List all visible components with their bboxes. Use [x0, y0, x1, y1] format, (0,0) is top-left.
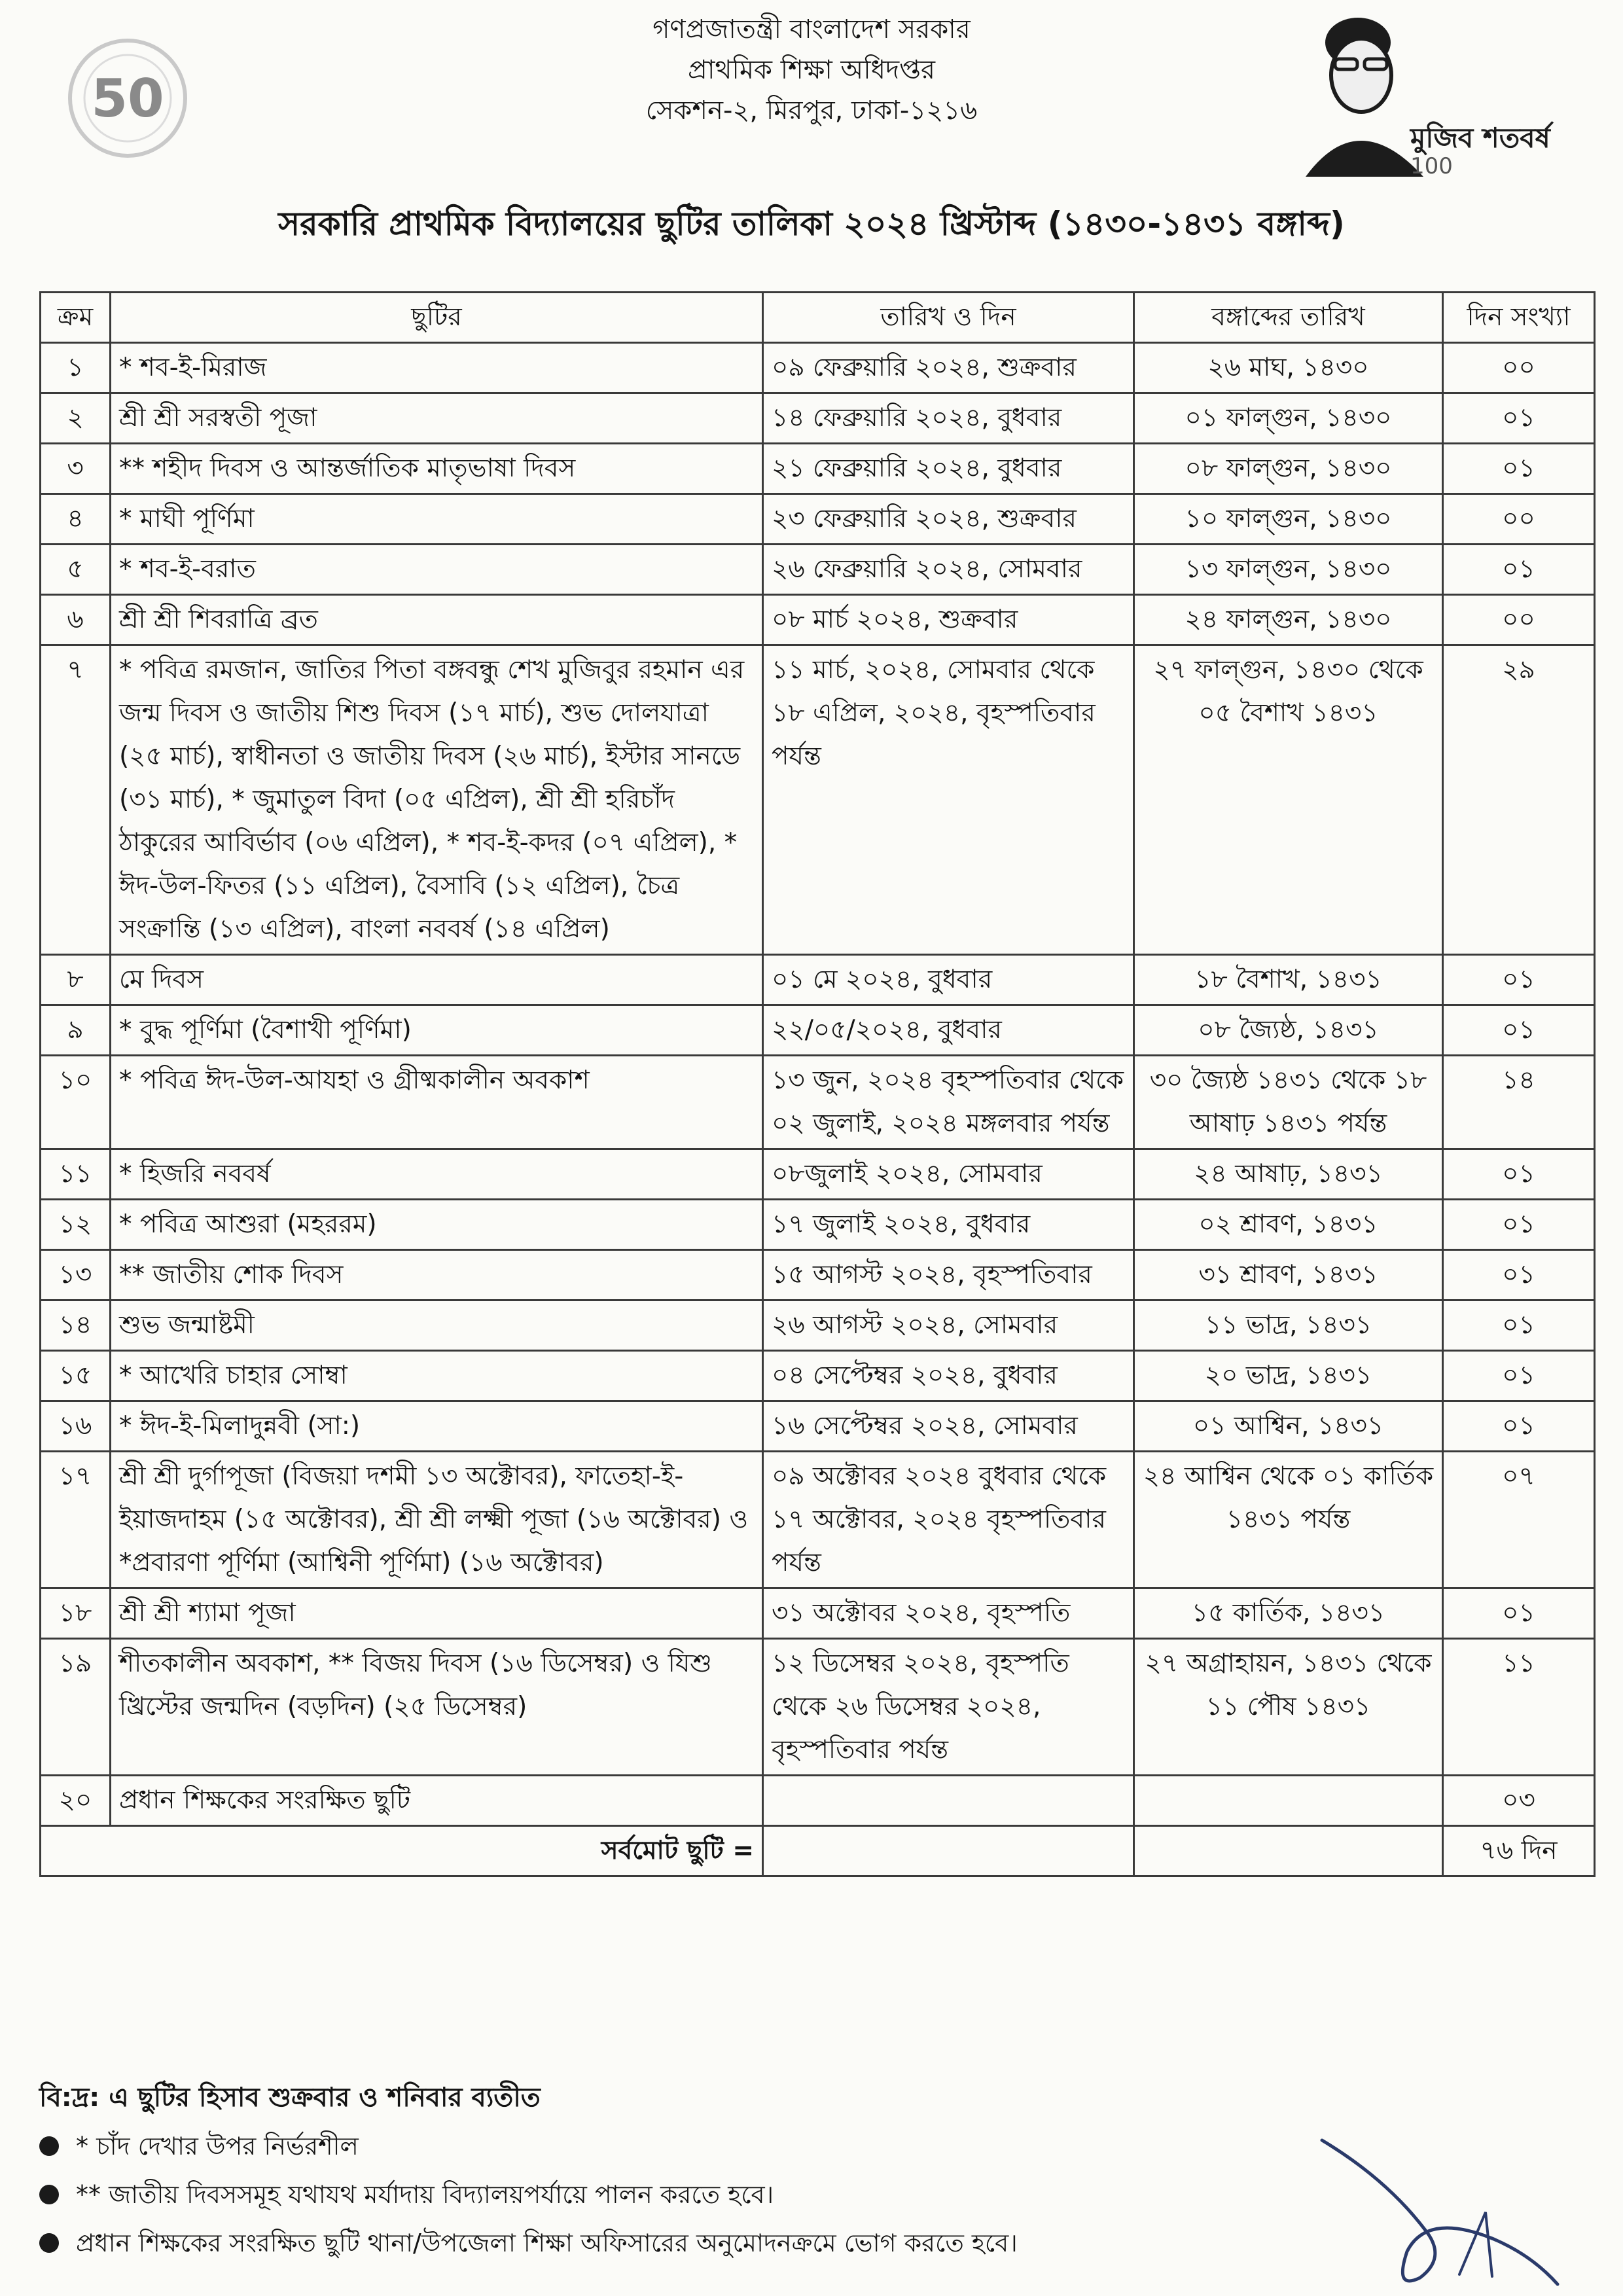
cell-date: [763, 1776, 1134, 1826]
cell-days: ০১: [1443, 1401, 1595, 1452]
table-row: [41, 393, 1595, 444]
cell-holiday-name: * আখেরি চাহার সোম্বা: [111, 1351, 763, 1401]
cell-bangla-date: ১৩ ফাল্গুন, ১৪৩০: [1134, 545, 1443, 595]
cell-days: ০১: [1443, 955, 1595, 1005]
cell-date: ৩১ অক্টোবর ২০২৪, বৃহস্পতি: [763, 1588, 1134, 1639]
cell-holiday-name: * পবিত্র আশুরা (মহররম): [111, 1200, 763, 1250]
table-row: [41, 955, 1595, 1005]
bullet-icon: [39, 2136, 59, 2156]
table-row: [41, 595, 1595, 645]
table-row: [41, 1250, 1595, 1300]
table-row: [41, 545, 1595, 595]
cell-date: ০১ মে ২০২৪, বুধবার: [763, 955, 1134, 1005]
cell-days: ০৭: [1443, 1452, 1595, 1588]
cell-serial: ১৯: [41, 1639, 111, 1776]
cell-days: ০০: [1443, 343, 1595, 393]
cell-holiday-name: * ঈদ-ই-মিলাদুন্নবী (সা:): [111, 1401, 763, 1452]
cell-days: ০৩: [1443, 1776, 1595, 1826]
cell-holiday-name: শীতকালীন অবকাশ, ** বিজয় দিবস (১৬ ডিসেম্বর) ও যিশু খ্রিস্টের জন্মদিন (বড়দিন) (২৫ ডিসেম্বর): [111, 1639, 763, 1776]
cell-bangla-date: ২৪ ফাল্গুন, ১৪৩০: [1134, 595, 1443, 645]
cell-days: ০১: [1443, 1200, 1595, 1250]
table-row: [41, 645, 1595, 955]
cell-days: ০১: [1443, 1300, 1595, 1351]
table-row: [41, 1300, 1595, 1351]
table-row: [41, 1149, 1595, 1200]
bullet-icon: [39, 2233, 59, 2253]
cell-bangla-date: ১৮ বৈশাখ, ১৪৩১: [1134, 955, 1443, 1005]
cell-serial: ১৫: [41, 1351, 111, 1401]
cell-bangla-date: ১০ ফাল্গুন, ১৪৩০: [1134, 494, 1443, 545]
cell-days: ০১: [1443, 1005, 1595, 1056]
column-header-bangla-date: বঙ্গাব্দের তারিখ: [1134, 293, 1443, 343]
cell-serial: ৫: [41, 545, 111, 595]
cell-bangla-date: ০৮ জ্যৈষ্ঠ, ১৪৩১: [1134, 1005, 1443, 1056]
mujib-centenary-logo-icon: [1279, 7, 1550, 183]
cell-serial: ১০: [41, 1056, 111, 1149]
cell-serial: ৩: [41, 444, 111, 494]
cell-holiday-name: শ্রী শ্রী সরস্বতী পূজা: [111, 393, 763, 444]
cell-holiday-name: ** জাতীয় শোক দিবস: [111, 1250, 763, 1300]
cell-bangla-date: ০১ আশ্বিন, ১৪৩১: [1134, 1401, 1443, 1452]
cell-bangla-date: ০৮ ফাল্গুন, ১৪৩০: [1134, 444, 1443, 494]
cell-bangla-date: ২৭ অগ্রাহায়ন, ১৪৩১ থেকে ১১ পৌষ ১৪৩১: [1134, 1639, 1443, 1776]
cell-holiday-name: শুভ জন্মাষ্টমী: [111, 1300, 763, 1351]
cell-days: ০০: [1443, 595, 1595, 645]
svg-text:50: 50: [91, 68, 164, 129]
cell-date: ২২/০৫/২০২৪, বুধবার: [763, 1005, 1134, 1056]
cell-serial: ৬: [41, 595, 111, 645]
table-row: [41, 1588, 1595, 1639]
table-row: [41, 1452, 1595, 1588]
total-empty-cell: [763, 1826, 1134, 1876]
cell-date: ১৬ সেপ্টেম্বর ২০২৪, সোমবার: [763, 1401, 1134, 1452]
cell-serial: ১৬: [41, 1401, 111, 1452]
cell-holiday-name: * হিজরি নববর্ষ: [111, 1149, 763, 1200]
cell-date: ১১ মার্চ, ২০২৪, সোমবার থেকে ১৮ এপ্রিল, ২০২৪, বৃহস্পতিবার পর্যন্ত: [763, 645, 1134, 955]
cell-days: ০১: [1443, 1149, 1595, 1200]
document-title: সরকারি প্রাথমিক বিদ্যালয়ের ছুটির তালিকা ২০২৪ খ্রিস্টাব্দ (১৪৩০-১৪৩১ বঙ্গাব্দ): [278, 205, 1345, 243]
cell-holiday-name: শ্রী শ্রী শিবরাত্রি ব্রত: [111, 595, 763, 645]
cell-serial: ১১: [41, 1149, 111, 1200]
cell-bangla-date: ৩১ শ্রাবণ, ১৪৩১: [1134, 1250, 1443, 1300]
cell-holiday-name: * মাঘী পূর্ণিমা: [111, 494, 763, 545]
cell-serial: ৮: [41, 955, 111, 1005]
cell-bangla-date: ১৫ কার্তিক, ১৪৩১: [1134, 1588, 1443, 1639]
cell-serial: ২০: [41, 1776, 111, 1826]
column-header-date: তারিখ ও দিন: [763, 293, 1134, 343]
cell-holiday-name: শ্রী শ্রী শ্যামা পূজা: [111, 1588, 763, 1639]
cell-date: ২৩ ফেব্রুয়ারি ২০২৪, শুক্রবার: [763, 494, 1134, 545]
cell-serial: ১৭: [41, 1452, 111, 1588]
cell-date: ০৯ ফেব্রুয়ারি ২০২৪, শুক্রবার: [763, 343, 1134, 393]
cell-date: ১৭ জুলাই ২০২৪, বুধবার: [763, 1200, 1134, 1250]
table-row: [41, 1401, 1595, 1452]
cell-holiday-name: শ্রী শ্রী দুর্গাপূজা (বিজয়া দশমী ১৩ অক্টোবর), ফাতেহা-ই-ইয়াজদাহম (১৫ অক্টোবর), শ্রী শ্রী লক্ষ্মী পূজা (১৬ অক্টোবর) ও *প্রবারণা পূর্ণিমা (আশ্বিনী পূর্ণিমা) (১৬ অক্টোবর): [111, 1452, 763, 1588]
cell-bangla-date: ১১ ভাদ্র, ১৪৩১: [1134, 1300, 1443, 1351]
cell-days: ২৯: [1443, 645, 1595, 955]
column-header-serial: ক্রম: [41, 293, 111, 343]
cell-days: ০১: [1443, 545, 1595, 595]
cell-serial: ৯: [41, 1005, 111, 1056]
table-row: [41, 444, 1595, 494]
note-text: প্রধান শিক্ষকের সংরক্ষিত ছুটি থানা/উপজেলা শিক্ষা অফিসারের অনুমোদনক্রমে ভোগ করতে হবে।: [76, 2229, 1018, 2257]
svg-text:মুজিব শতবর্ষ: মুজিব শতবর্ষ: [1410, 122, 1550, 154]
cell-bangla-date: ২৭ ফাল্গুন, ১৪৩০ থেকে ০৫ বৈশাখ ১৪৩১: [1134, 645, 1443, 955]
table-row: [41, 1776, 1595, 1826]
cell-holiday-name: * শব-ই-বরাত: [111, 545, 763, 595]
department-name: প্রাথমিক শিক্ষা অধিদপ্তর: [688, 55, 935, 85]
cell-holiday-name: ** শহীদ দিবস ও আন্তর্জাতিক মাতৃভাষা দিবস: [111, 444, 763, 494]
column-header-holiday: ছুটির: [111, 293, 763, 343]
total-label: সর্বমোট ছুটি =: [41, 1826, 763, 1876]
total-empty-cell: [1134, 1826, 1443, 1876]
table-row: [41, 1351, 1595, 1401]
cell-holiday-name: * পবিত্র ঈদ-উল-আযহা ও গ্রীষ্মকালীন অবকাশ: [111, 1056, 763, 1149]
cell-bangla-date: ২৬ মাঘ, ১৪৩০: [1134, 343, 1443, 393]
total-row: [41, 1826, 1595, 1876]
table-row: [41, 343, 1595, 393]
cell-serial: ৪: [41, 494, 111, 545]
cell-date: ১৪ ফেব্রুয়ারি ২০২৪, বুধবার: [763, 393, 1134, 444]
table-row: [41, 1005, 1595, 1056]
cell-bangla-date: ০২ শ্রাবণ, ১৪৩১: [1134, 1200, 1443, 1250]
bullet-icon: [39, 2185, 59, 2204]
cell-date: ১২ ডিসেম্বর ২০২৪, বৃহস্পতি থেকে ২৬ ডিসেম্বর ২০২৪, বৃহস্পতিবার পর্যন্ত: [763, 1639, 1134, 1776]
holiday-table: [39, 291, 1596, 1877]
cell-date: ০৮ মার্চ ২০২৪, শুক্রবার: [763, 595, 1134, 645]
cell-bangla-date: ৩০ জ্যৈষ্ঠ ১৪৩১ থেকে ১৮ আষাঢ় ১৪৩১ পর্যন্ত: [1134, 1056, 1443, 1149]
cell-serial: ১৩: [41, 1250, 111, 1300]
cell-days: ১১: [1443, 1639, 1595, 1776]
cell-days: ০১: [1443, 1351, 1595, 1401]
cell-serial: ৭: [41, 645, 111, 955]
cell-holiday-name: * বুদ্ধ পূর্ণিমা (বৈশাখী পূর্ণিমা): [111, 1005, 763, 1056]
cell-days: ০১: [1443, 444, 1595, 494]
cell-date: ২১ ফেব্রুয়ারি ২০২৪, বুধবার: [763, 444, 1134, 494]
table-row: [41, 1200, 1595, 1250]
table-header-row: [41, 293, 1595, 343]
cell-holiday-name: প্রধান শিক্ষকের সংরক্ষিত ছুটি: [111, 1776, 763, 1826]
document-header: [0, 0, 1623, 190]
svg-text:100: 100: [1410, 153, 1453, 179]
cell-date: ২৬ ফেব্রুয়ারি ২০২৪, সোমবার: [763, 545, 1134, 595]
table-row: [41, 494, 1595, 545]
cell-days: ০১: [1443, 393, 1595, 444]
cell-serial: ২: [41, 393, 111, 444]
cell-days: ০১: [1443, 1588, 1595, 1639]
cell-serial: ১৪: [41, 1300, 111, 1351]
note-text: * চাঁদ দেখার উপর নির্ভরশীল: [76, 2132, 359, 2161]
table-row: [41, 1056, 1595, 1149]
column-header-days: দিন সংখ্যা: [1443, 293, 1595, 343]
cell-date: ০৮জুলাই ২০২৪, সোমবার: [763, 1149, 1134, 1200]
total-value: ৭৬ দিন: [1443, 1826, 1595, 1876]
department-address: সেকশন-২, মিরপুর, ঢাকা-১২১৬: [645, 96, 978, 126]
cell-bangla-date: ০১ ফাল্গুন, ১৪৩০: [1134, 393, 1443, 444]
cell-bangla-date: ২০ ভাদ্র, ১৪৩১: [1134, 1351, 1443, 1401]
cell-date: ০৯ অক্টোবর ২০২৪ বুধবার থেকে ১৭ অক্টোবর, ২০২৪ বৃহস্পতিবার পর্যন্ত: [763, 1452, 1134, 1588]
signature-icon: [1296, 2121, 1571, 2291]
cell-bangla-date: ২৪ আষাঢ়, ১৪৩১: [1134, 1149, 1443, 1200]
cell-serial: ১২: [41, 1200, 111, 1250]
note-title: বি:দ্র: এ ছুটির হিসাব শুক্রবার ও শনিবার ব্যতীত: [39, 2083, 541, 2113]
government-name: গণপ্রজাতন্ত্রী বাংলাদেশ সরকার: [652, 14, 971, 45]
cell-bangla-date: [1134, 1776, 1443, 1826]
note-text: ** জাতীয় দিবসসমূহ যথাযথ মর্যাদায় বিদ্যালয়পর্যায়ে পালন করতে হবে।: [76, 2180, 774, 2209]
cell-days: ০১: [1443, 1250, 1595, 1300]
cell-date: ১৩ জুন, ২০২৪ বৃহস্পতিবার থেকে ০২ জুলাই, ২০২৪ মঙ্গলবার পর্যন্ত: [763, 1056, 1134, 1149]
table-row: [41, 1639, 1595, 1776]
cell-holiday-name: * শব-ই-মিরাজ: [111, 343, 763, 393]
cell-bangla-date: ২৪ আশ্বিন থেকে ০১ কার্তিক ১৪৩১ পর্যন্ত: [1134, 1452, 1443, 1588]
cell-holiday-name: মে দিবস: [111, 955, 763, 1005]
cell-days: ০০: [1443, 494, 1595, 545]
cell-serial: ১৮: [41, 1588, 111, 1639]
cell-date: ০৪ সেপ্টেম্বর ২০২৪, বুধবার: [763, 1351, 1134, 1401]
cell-date: ১৫ আগস্ট ২০২৪, বৃহস্পতিবার: [763, 1250, 1134, 1300]
cell-days: ১৪: [1443, 1056, 1595, 1149]
cell-date: ২৬ আগস্ট ২০২৪, সোমবার: [763, 1300, 1134, 1351]
cell-holiday-name: * পবিত্র রমজান, জাতির পিতা বঙ্গবন্ধু শেখ মুজিবুর রহমান এর জন্ম দিবস ও জাতীয় শিশু দিবস (১৭ মার্চ), শুভ দোলযাত্রা (২৫ মার্চ), স্বাধীনতা ও জাতীয় দিবস (২৬ মার্চ), ইস্টার সানডে (৩১ মার্চ), * জুমাতুল বিদা (০৫ এপ্রিল), শ্রী শ্রী হরিচাঁদ ঠাকুরের আবির্ভাব (০৬ এপ্রিল), * শব-ই-কদর (০৭ এপ্রিল), * ঈদ-উল-ফিতর (১১ এপ্রিল), বৈসাবি (১২ এপ্রিল), চৈত্র সংক্রান্তি (১৩ এপ্রিল), বাংলা নববর্ষ (১৪ এপ্রিল): [111, 645, 763, 955]
cell-serial: ১: [41, 343, 111, 393]
